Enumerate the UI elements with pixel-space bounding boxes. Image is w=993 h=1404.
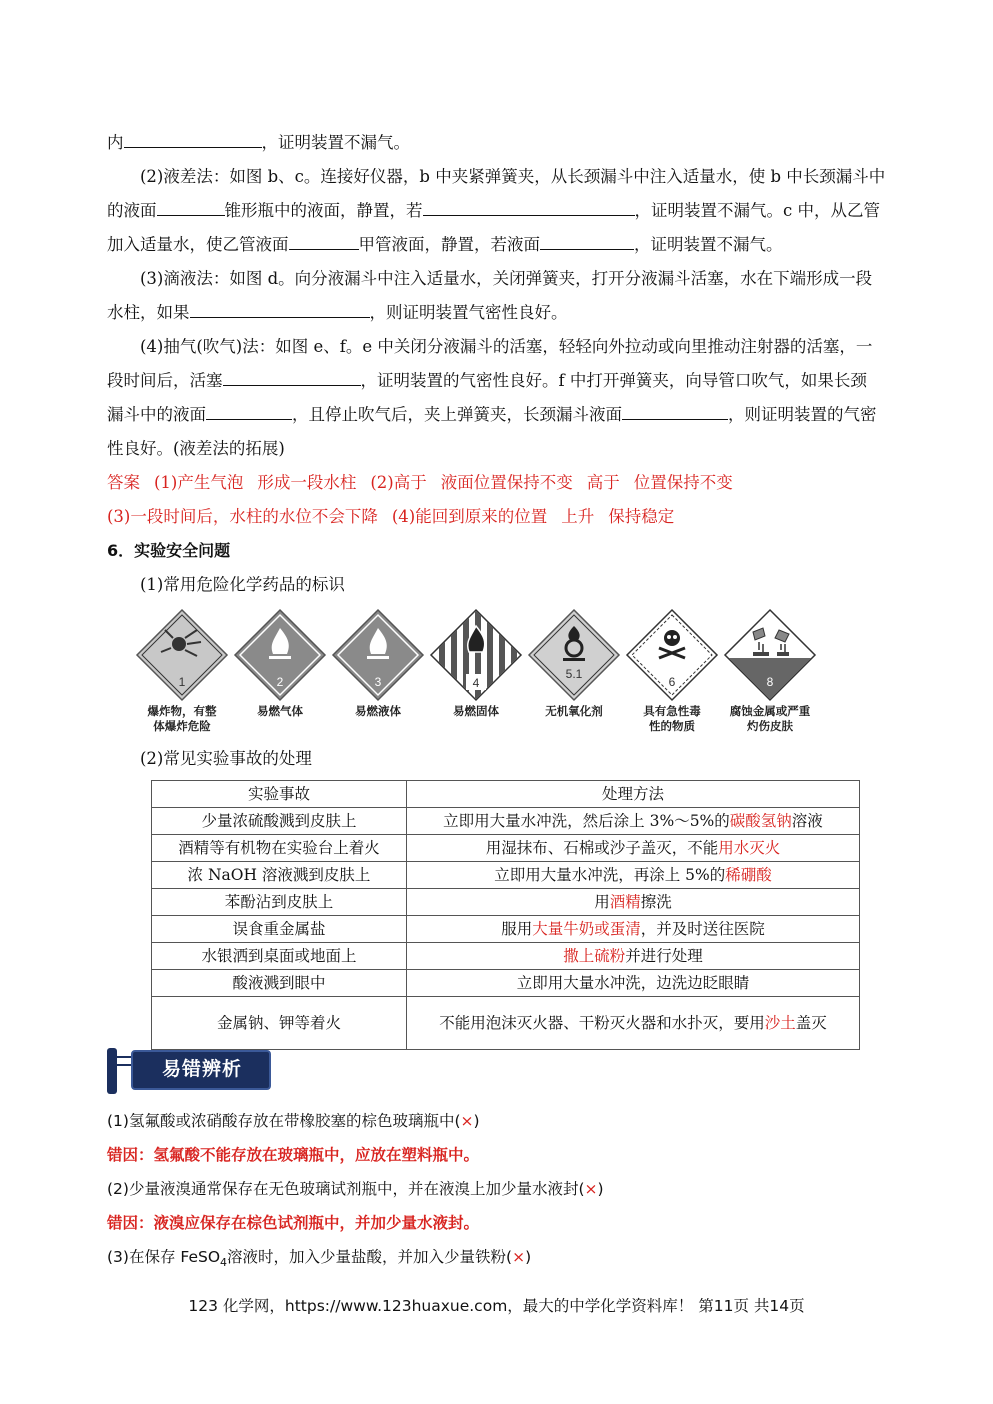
- table-row: [152, 970, 860, 997]
- text-line: 漏斗中的液面 ，且停止吹气后，夹上弹簧夹，长颈漏斗液面 ，则证明装置的气密: [107, 405, 877, 424]
- error-reason: 错因：氢氟酸不能存放在玻璃瓶中，应放在塑料瓶中。: [107, 1146, 480, 1164]
- table-row: [152, 916, 860, 943]
- hazard-sign-oxidizer: [525, 608, 623, 719]
- text-line: 的液面 锥形瓶中的液面，静置，若 ，证明装置不漏气。c 中，从乙管: [107, 201, 880, 220]
- svg-text:5.1: 5.1: [565, 667, 583, 681]
- sign-caption: 性的物质: [649, 719, 695, 733]
- svg-text:8: 8: [766, 675, 774, 689]
- text-line: (4)抽气(吹气)法：如图 e、f。e 中关闭分液漏斗的活塞，轻轻向外拉动或向里推动注射器的活塞，一: [140, 337, 873, 356]
- answer-line: (3)一段时间后，水柱的水位不会下降 (4)能回到原来的位置 上升 保持稳定: [107, 507, 675, 526]
- accident-cell: 酒精等有机物在实验台上着火: [152, 835, 407, 862]
- table-row: [152, 889, 860, 916]
- method-cell: 立即用大量水冲洗，然后涂上 3%～5%的碳酸氢钠溶液: [407, 808, 860, 835]
- sign-caption: 灼伤皮肤: [747, 719, 793, 733]
- sign-caption: 爆炸物，有整: [147, 704, 217, 718]
- flame-icon: [331, 608, 425, 702]
- text-line: 内 ，证明装置不漏气。: [107, 133, 410, 152]
- table-row: [152, 835, 860, 862]
- wrong-mark: ×: [512, 1248, 526, 1266]
- method-cell: 服用大量牛奶或蛋清，并及时送往医院: [407, 916, 860, 943]
- subsection-title: (1)常用危险化学药品的标识: [140, 575, 345, 594]
- accident-table: [151, 780, 860, 1050]
- accident-cell: 误食重金属盐: [152, 916, 407, 943]
- error-item: (2)少量液溴通常保存在无色玻璃试剂瓶中，并在液溴上加少量水液封(×): [107, 1180, 604, 1198]
- hazard-sign-toxic: [623, 608, 721, 734]
- wrong-mark: ×: [460, 1112, 474, 1130]
- sign-caption: 具有急性毒: [643, 704, 701, 718]
- method-cell: 立即用大量水冲洗，再涂上 5%的稀硼酸: [407, 862, 860, 889]
- table-row: [152, 862, 860, 889]
- table-row: [152, 997, 860, 1050]
- answer-line: 答案 (1)产生气泡 形成一段水柱 (2)高于 液面位置保持不变 高于 位置保持不变: [107, 473, 733, 492]
- text-line: 段时间后，活塞 ，证明装置的气密性良好。f 中打开弹簧夹，向导管口吹气，如果长颈: [107, 371, 867, 390]
- table-row: [152, 808, 860, 835]
- sign-caption: 易燃固体: [453, 704, 499, 718]
- svg-text:6: 6: [668, 675, 676, 689]
- table-header: 实验事故: [152, 781, 407, 808]
- skull-icon: [625, 608, 719, 702]
- hazard-sign-flammable-gas: [231, 608, 329, 719]
- banner-hook: [117, 1056, 131, 1066]
- accident-cell: 酸液溅到眼中: [152, 970, 407, 997]
- accident-cell: 水银洒到桌面或地面上: [152, 943, 407, 970]
- method-cell: 撒上硫粉并进行处理: [407, 943, 860, 970]
- error-item: (3)在保存 FeSO$_4$溶液时，加入少量盐酸，并加入少量铁粉(×): [107, 1248, 532, 1270]
- text-line: 性良好。(液差法的拓展): [107, 439, 285, 458]
- hazard-sign-corrosive: [721, 608, 819, 734]
- svg-text:4: 4: [472, 676, 480, 690]
- flame-icon: [429, 608, 523, 702]
- subsection-title: (2)常见实验事故的处理: [140, 749, 312, 768]
- svg-text:1: 1: [178, 675, 186, 689]
- accident-cell: 浓 NaOH 溶液溅到皮肤上: [152, 862, 407, 889]
- page-footer: 123 化学网，https://www.123huaxue.com，最大的中学化学资料库！ 第11页 共14页: [188, 1297, 805, 1315]
- hazard-sign-flammable-liquid: [329, 608, 427, 719]
- oxidizer-icon: [527, 608, 621, 702]
- corrosive-icon: [723, 608, 817, 702]
- error-reason: 错因：液溴应保存在棕色试剂瓶中，并加少量水液封。: [107, 1214, 480, 1232]
- error-item: (1)氢氟酸或浓硝酸存放在带橡胶塞的棕色玻璃瓶中(×): [107, 1112, 480, 1130]
- text-line: (2)液差法：如图 b、c。连接好仪器，b 中夹紧弹簧夹，从长颈漏斗中注入适量水，使 b 中长颈漏斗中: [140, 167, 886, 186]
- sign-caption: 体爆炸危险: [153, 719, 211, 733]
- explosion-icon: [135, 608, 229, 702]
- text-line: 水柱，如果 ，则证明装置气密性良好。: [107, 303, 568, 322]
- text-line: 加入适量水，使乙管液面 甲管液面，静置，若液面 ，证明装置不漏气。: [107, 235, 783, 254]
- section-title: 6．实验安全问题: [107, 541, 231, 560]
- banner-label: 易错辨析: [161, 1058, 242, 1080]
- hazard-sign-flammable-solid: [427, 608, 525, 719]
- method-cell: 立即用大量水冲洗，边洗边眨眼睛: [407, 970, 860, 997]
- svg-text:3: 3: [374, 675, 382, 689]
- table-header: 处理方法: [407, 781, 860, 808]
- sign-caption: 易燃气体: [257, 704, 303, 718]
- section-banner: [107, 1048, 267, 1094]
- sign-caption: 腐蚀金属或严重: [729, 704, 811, 718]
- svg-text:2: 2: [276, 675, 284, 689]
- wrong-mark: ×: [584, 1180, 598, 1198]
- accident-cell: 少量浓硫酸溅到皮肤上: [152, 808, 407, 835]
- hazard-sign-explosive: [133, 608, 231, 734]
- hazard-signs: [133, 608, 825, 738]
- method-cell: 用酒精擦洗: [407, 889, 860, 916]
- flame-icon: [233, 608, 327, 702]
- method-cell: 不能用泡沫灭火器、干粉灭火器和水扑灭，要用沙土盖灭: [407, 997, 860, 1050]
- sign-caption: 易燃液体: [355, 704, 401, 718]
- table-header-row: [152, 781, 860, 808]
- accident-cell: 苯酚沾到皮肤上: [152, 889, 407, 916]
- table-row: [152, 943, 860, 970]
- text-line: (3)滴液法：如图 d。向分液漏斗中注入适量水，关闭弹簧夹，打开分液漏斗活塞，水在下端形成一段: [140, 269, 873, 288]
- banner-bar: [107, 1048, 117, 1094]
- accident-cell: 金属钠、钾等着火: [152, 997, 407, 1050]
- sign-caption: 无机氧化剂: [545, 704, 603, 718]
- method-cell: 用湿抹布、石棉或沙子盖灭，不能用水灭火: [407, 835, 860, 862]
